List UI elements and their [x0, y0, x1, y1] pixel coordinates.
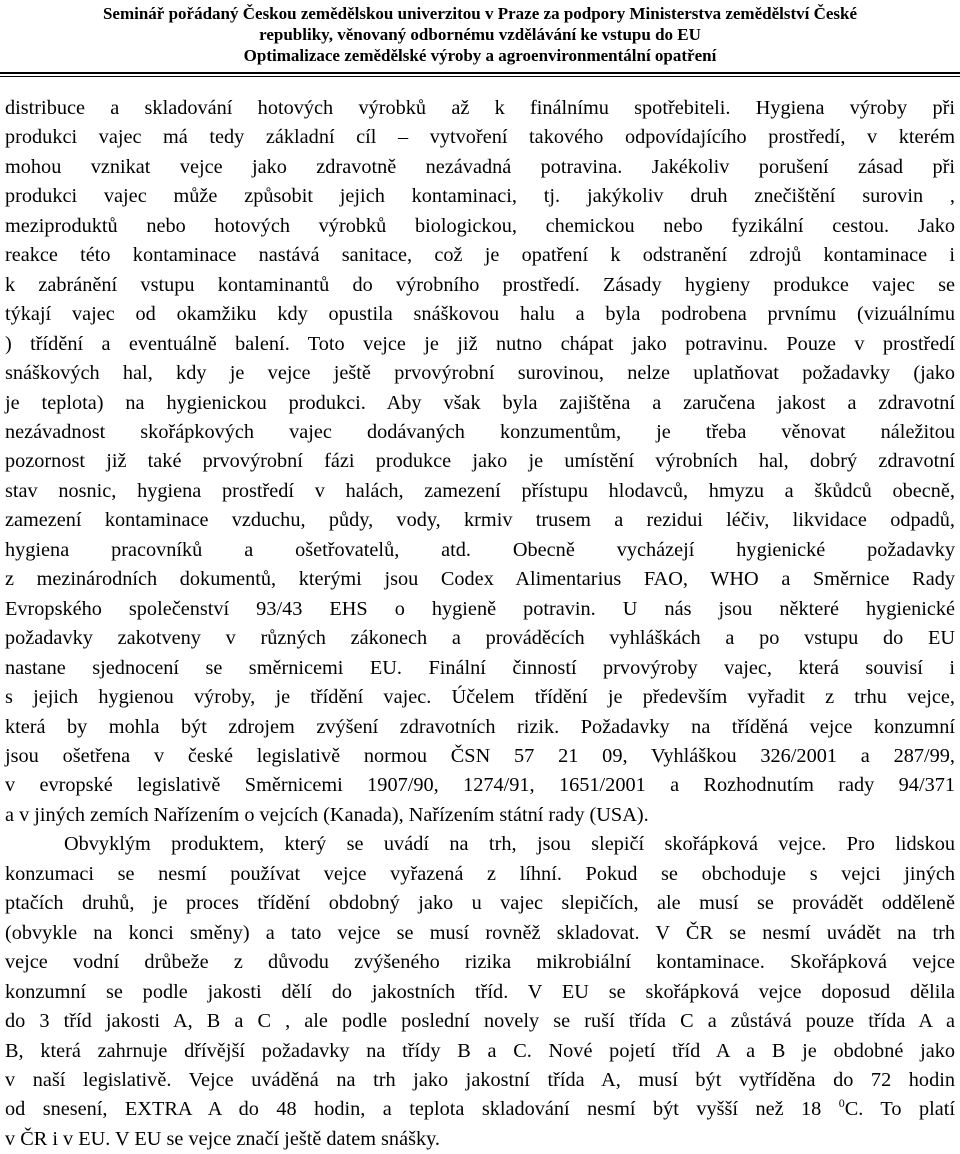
paragraph-line: vejce vodní drůbeže z důvodu zvýšeného rizika mikrobiální kontaminace. Skořápková vejce: [5, 951, 955, 974]
paragraph-line: mohou vznikat vejce jako zdravotně nezávadná potravina. Jakékoliv porušení zásad při: [5, 155, 955, 178]
paragraph-line: stav nosnic, hygiena prostředí v halách, zamezení přístupu hlodavců, hmyzu a škůdců obecně,: [5, 479, 955, 502]
paragraph-line: týkají vajec od okamžiku kdy opustila snáškovou halu a byla podrobena prvnímu (vizuálnímu: [5, 303, 955, 326]
paragraph-line: je teplota) na hygienickou produkci. Aby však byla zajištěna a zaručena jakost a zdravotní: [5, 391, 955, 414]
page-header: [0, 0, 960, 66]
paragraph-line: B, která zahrnuje dřívější požadavky na třídy B a C. Nové pojetí tříd A a B je obdobné jako: [5, 1039, 955, 1062]
paragraph-line: v evropské legislativě Směrnicemi 1907/90, 1274/91, 1651/2001 a Rozhodnutím rady 94/371: [5, 774, 955, 797]
paragraph-line: pozornost již také prvovýrobní fázi produkce jako je umístění výrobních hal, dobrý zdravotní: [5, 450, 955, 473]
paragraph-line: (obvykle na konci směny) a tato vejce se musí rovněž skladovat. V ČR se nesmí uvádět na trh: [5, 921, 955, 944]
paragraph-line: do 3 tříd jakosti A, B a C , ale podle poslední novely se ruší třída C a zůstává pouze třída A a: [5, 1010, 955, 1033]
paragraph-line: zamezení kontaminace vzduchu, půdy, vody, krmiv trusem a rezidui léčiv, likvidace odpadů,: [5, 509, 955, 532]
degree-superscript: 0: [838, 1096, 845, 1111]
paragraph-line: a v jiných zemích Nařízením o vejcích (Kanada), Nařízením státní rady (USA).: [5, 803, 649, 826]
paragraph-line: z mezinárodních dokumentů, kterými jsou Codex Alimentarius FAO, WHO a Směrnice Rady: [5, 568, 955, 591]
header-line-2: republiky, věnovaný odbornému vzdělávání ke vstupu do EU: [259, 25, 701, 44]
paragraph-line: která by mohla být zdrojem zvýšení zdravotních rizik. Požadavky na tříděná vejce konzumní: [5, 715, 955, 738]
paragraph-line: ) třídění a eventuálně balení. Toto vejce je již nutno chápat jako potravinu. Pouze v prostředí: [5, 332, 955, 355]
paragraph-line: nastane sjednocení se směrnicemi EU. Finální činností prvovýroby vajec, která souvisí i: [5, 656, 955, 679]
paragraph-line: požadavky zakotveny v různých zákonech a prováděcích vyhláškách a po vstupu do EU: [5, 627, 955, 650]
paragraph-line: Evropského společenství 93/43 EHS o hygieně potravin. U nás jsou některé hygienické: [5, 597, 955, 620]
paragraph-line: k zabránění vstupu kontaminantů do výrobního prostředí. Zásady hygieny produkce vajec se: [5, 273, 955, 296]
paragraph-2: [5, 830, 955, 1154]
paragraph-line: s jejich hygienou výroby, je třídění vajec. Účelem třídění je především vyřadit z trhu vejce,: [5, 686, 955, 709]
paragraph-line: [5, 1095, 955, 1124]
paragraph-line: jsou ošetřena v české legislativě normou ČSN 57 21 09, Vyhláškou 326/2001 a 287/99,: [5, 744, 955, 767]
paragraph-line: Obvyklým produktem, který se uvádí na trh, jsou slepičí skořápková vejce. Pro lidskou: [64, 833, 955, 856]
paragraph-line: reakce této kontaminace nastává sanitace, což je opatření k odstranění zdrojů kontaminace i: [5, 244, 955, 267]
paragraph-1: [5, 94, 955, 830]
paragraph-line: nezávadnost skořápkových vajec dodávaných konzumentům, je třeba věnovat náležitou: [5, 420, 955, 443]
paragraph-line: v ČR i v EU. V EU se vejce značí ještě datem snášky.: [5, 1127, 441, 1150]
line-text: od snesení, EXTRA A do 48 hodin, a teplota skladování nesmí být vyšší než 18: [5, 1098, 839, 1121]
header-line-1: Seminář pořádaný Českou zemědělskou univerzitou v Praze za podpory Ministerstva zemědělství České: [102, 4, 858, 23]
paragraph-line: konzumaci se nesmí používat vejce vyřazená z líhní. Pokud se obchoduje s vejci jiných: [5, 862, 955, 885]
header-title: Optimalizace zemědělské výroby a agroenvironmentální opatření: [243, 46, 717, 65]
paragraph-line: snáškových hal, kdy je vejce ještě prvovýrobní surovinou, nelze uplatňovat požadavky (jako: [5, 362, 955, 385]
paragraph-line: konzumní se podle jakosti dělí do jakostních tříd. V EU se skořápková vejce doposud dělila: [5, 980, 955, 1003]
paragraph-line: meziproduktů nebo hotových výrobků biologickou, chemickou nebo fyzikální cestou. Jako: [5, 214, 955, 237]
body-text: [0, 77, 960, 1154]
paragraph-line: distribuce a skladování hotových výrobků až k finálnímu spotřebiteli. Hygiena výroby při: [5, 97, 955, 119]
paragraph-line: ptačích druhů, je proces třídění obdobný jako u vajec slepičích, ale musí se provádět odděleně: [5, 892, 955, 915]
paragraph-line: hygiena pracovníků a ošetřovatelů, atd. Obecně vycházejí hygienické požadavky: [5, 538, 955, 561]
line-text: C. To platí: [844, 1098, 956, 1121]
paragraph-line: v naší legislativě. Vejce uváděná na trh jako jakostní třída A, musí být vytříděna do 72 hodin: [5, 1068, 955, 1091]
paragraph-line: produkci vajec může způsobit jejich kontaminaci, tj. jakýkoliv druh znečištění surovin ,: [5, 185, 955, 208]
paragraph-line: produkci vajec má tedy základní cíl – vytvoření takového odpovídajícího prostředí, v kterém: [5, 126, 955, 149]
